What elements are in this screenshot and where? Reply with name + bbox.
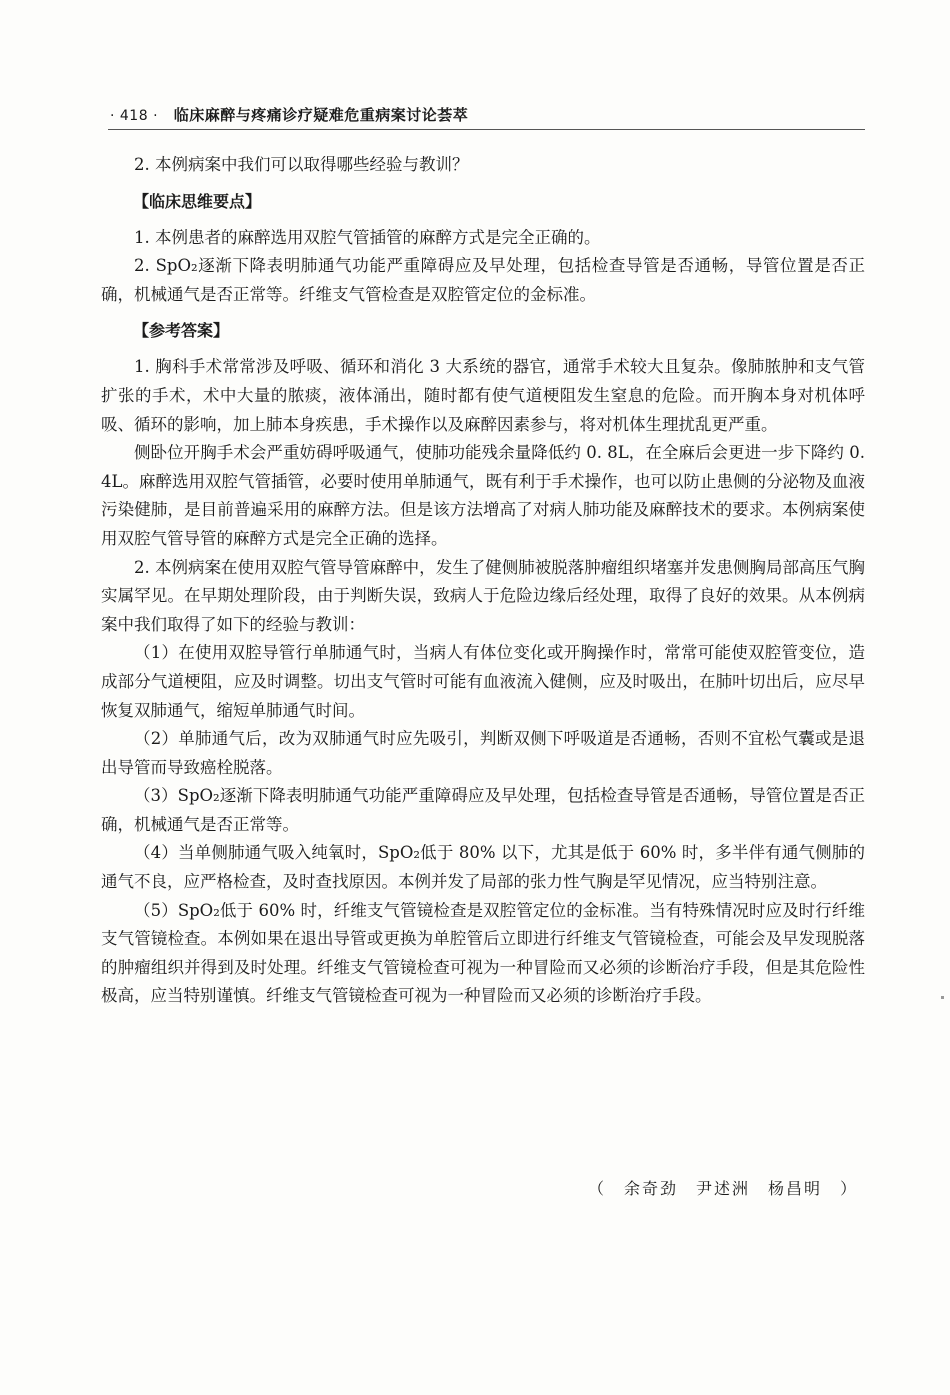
book-title: 临床麻醉与疼痛诊疗疑难危重病案讨论荟萃	[173, 106, 469, 124]
author-close-paren: ）	[840, 1179, 859, 1198]
author-name: 尹述洲	[696, 1179, 751, 1198]
author-name: 余奇劲	[624, 1179, 679, 1198]
paragraph: （4）当单侧肺通气吸入纯氧时，SpO₂低于 80% 以下，尤其是低于 60% 时，多半伴有通气侧肺的通气不良，应严格检查，及时查找原因。本例并发了局部的张力性气胸是罕见情况，应当特别注意。	[101, 843, 865, 892]
paragraph: （5）SpO₂低于 60% 时，纤维支气管镜检查是双腔管定位的金标准。当有特殊情况时应及时行纤维支气管镜检查。本例如果在退出导管或更换为单腔管后立即进行纤维支气管镜检查，可能会及早发现脱落的肿瘤组织并得到及时处理。纤维支气管镜检查可视为一种冒险而又必须的诊断治疗手段，但是其危险性极高，应当特别谨慎。纤维支气管镜检查可视为一种冒险而又必须的诊断治疗手段。	[101, 900, 865, 1006]
intro-question: 2. 本例病案中我们可以取得哪些经验与教训？	[134, 155, 469, 174]
header-divider	[108, 129, 865, 130]
author-open-paren: （	[588, 1179, 607, 1198]
author-credits	[588, 1176, 858, 1199]
running-header	[110, 104, 468, 125]
paragraph: 侧卧位开胸手术会严重妨碍呼吸通气，使肺功能残余量降低约 0. 8L，在全麻后会更进一步下降约 0. 4L。麻醉选用双腔气管插管，必要时使用单肺通气，既有利于手术操作，也可以防止患侧的分泌物及血液污染健肺，是目前普遍采用的麻醉方法。但是该方法增高了对病人肺功能及麻醉技术的要求。本例病案使用双腔气管导管的麻醉方式是完全正确的选择。	[101, 443, 865, 548]
paragraph: 1. 胸科手术常常涉及呼吸、循环和消化 3 大系统的器官，通常手术较大且复杂。像肺脓肿和支气管扩张的手术，术中大量的脓痰，液体涌出，随时都有使气道梗阻发生窒息的危险。而开胸本身对机体呼吸、循环的影响，加上肺本身疾患，手术操作以及麻醉因素参与，将对机体生理扰乱更严重。	[101, 357, 865, 434]
paragraph: （2）单肺通气后，改为双肺通气时应先吸引，判断双侧下呼吸道是否通畅，否则不宜松气囊或是退出导管而导致癌栓脱落。	[101, 729, 865, 777]
section-heading-clinical-thinking: 【临床思维要点】	[133, 191, 262, 211]
paragraph: 1. 本例患者的麻醉选用双腔气管插管的麻醉方式是完全正确的。	[134, 227, 601, 247]
page-body	[101, 151, 865, 1011]
author-name: 杨昌明	[768, 1179, 823, 1198]
section-heading-reference-answer: 【参考答案】	[133, 321, 230, 341]
page-number: · 418 ·	[110, 108, 159, 124]
paragraph: 2. SpO₂逐渐下降表明肺通气功能严重障碍应及早处理，包括检查导管是否通畅，导管位置是否正确，机械通气是否正常等。纤维支气管检查是双腔管定位的金标准。	[101, 256, 865, 304]
paragraph: （1）在使用双腔导管行单肺通气时，当病人有体位变化或开胸操作时，常常可能使双腔管变位，造成部分气道梗阻，应及时调整。切出支气管时可能有血液流入健侧，应及时吸出，在肺叶切出后，应尽早恢复双肺通气，缩短单肺通气时间。	[101, 643, 865, 720]
scan-speck	[941, 996, 944, 999]
paragraph: （3）SpO₂逐渐下降表明肺通气功能严重障碍应及早处理，包括检查导管是否通畅，导管位置是否正确，机械通气是否正常等。	[101, 786, 865, 834]
paragraph: 2. 本例病案在使用双腔气管导管麻醉中，发生了健侧肺被脱落肿瘤组织堵塞并发患侧胸局部高压气胸实属罕见。在早期处理阶段，由于判断失误，致病人于危险边缘后经处理，取得了良好的效果。从本例病案中我们取得了如下的经验与教训：	[101, 557, 865, 634]
